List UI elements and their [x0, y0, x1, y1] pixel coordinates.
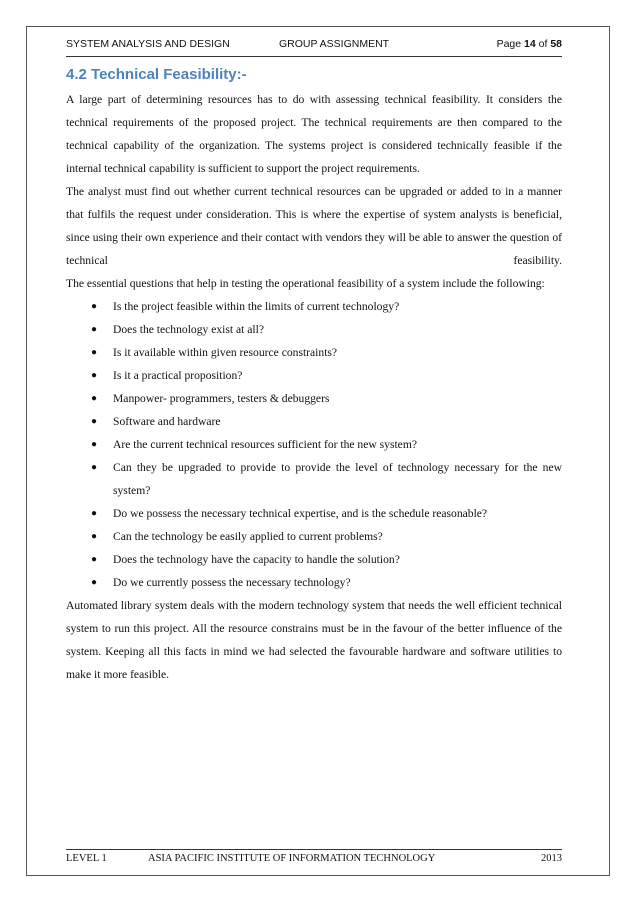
page-header: [66, 38, 562, 58]
page-of: of: [535, 38, 551, 50]
paragraph-essential-questions: The essential questions that help in testing the operational feasibility of a system include the following:: [66, 277, 545, 290]
page-footer: [66, 853, 562, 869]
paragraph-technical-feasibility: A large part of determining resources has to do with assessing technical feasibility. It considers the technical requirements of the proposed project. The technical requirements are then compared to the technical capability of the organization. The systems project is considered technically feasible if the internal technical capability is sufficient to support the project requirements.: [66, 93, 562, 175]
bullet-icon: ●: [91, 531, 98, 542]
bullet-icon: ●: [91, 301, 98, 312]
list-item: ● Is it available within given resource constraints?: [66, 341, 562, 364]
bullet-icon: ●: [91, 393, 98, 404]
paragraph-analyst: The analyst must find out whether current technical resources can be upgraded or added to in a manner that fulfils the request under consideration. This is where the expertise of system analysts is beneficial, since using their own experience and their contact with vendors they will be able to answer the question of technical feasibility.: [66, 185, 562, 267]
list-item: ● Do we currently possess the necessary technology?: [66, 571, 562, 594]
bullet-icon: ●: [91, 577, 98, 588]
list-item: ● Does the technology exist at all?: [66, 318, 562, 341]
header-course-title: SYSTEM ANALYSIS AND DESIGN: [66, 38, 230, 50]
list-item: ● Manpower- programmers, testers & debuggers: [66, 387, 562, 410]
footer-rule: [66, 849, 562, 850]
list-item: ● Does the technology have the capacity to handle the solution?: [66, 548, 562, 571]
bullet-icon: ●: [91, 416, 98, 427]
paragraph-automated-library: Automated library system deals with the modern technology system that needs the well efficient technical system to run this project. All the resource constrains must be in the favour of the better influence of the system. Keeping all this facts in mind we had selected the favourable hardware and software utilities to make it more feasible.: [66, 599, 562, 681]
bullet-icon: ●: [91, 508, 98, 519]
footer-level: LEVEL 1: [66, 853, 107, 864]
footer-year: 2013: [541, 853, 562, 864]
bullet-icon: ●: [91, 439, 98, 450]
header-rule: [66, 56, 562, 57]
page-prefix: Page: [496, 38, 525, 50]
bullet-icon: ●: [91, 324, 98, 335]
section-body: [66, 88, 562, 686]
bullet-icon: ●: [91, 462, 98, 473]
bullet-icon: ●: [91, 370, 98, 381]
list-item: ● Is the project feasible within the limits of current technology?: [66, 295, 562, 318]
list-item: ● Can the technology be easily applied to current problems?: [66, 525, 562, 548]
list-item: ● Can they be upgraded to provide to provide the level of technology necessary for the new system?: [66, 456, 562, 502]
section-heading: 4.2 Technical Feasibility:-: [66, 66, 247, 83]
questions-list: [66, 295, 562, 594]
list-item: ● Do we possess the necessary technical expertise, and is the schedule reasonable?: [66, 502, 562, 525]
header-assignment-title: GROUP ASSIGNMENT: [279, 38, 390, 50]
page-total: 58: [550, 38, 562, 50]
bullet-icon: ●: [91, 347, 98, 358]
bullet-icon: ●: [91, 554, 98, 565]
list-item: ● Is it a practical proposition?: [66, 364, 562, 387]
list-item: ● Software and hardware: [66, 410, 562, 433]
list-item: ● Are the current technical resources sufficient for the new system?: [66, 433, 562, 456]
page-current: 14: [524, 38, 536, 50]
header-page-number: [497, 38, 562, 50]
footer-institute: ASIA PACIFIC INSTITUTE OF INFORMATION TECHNOLOGY: [148, 853, 436, 864]
